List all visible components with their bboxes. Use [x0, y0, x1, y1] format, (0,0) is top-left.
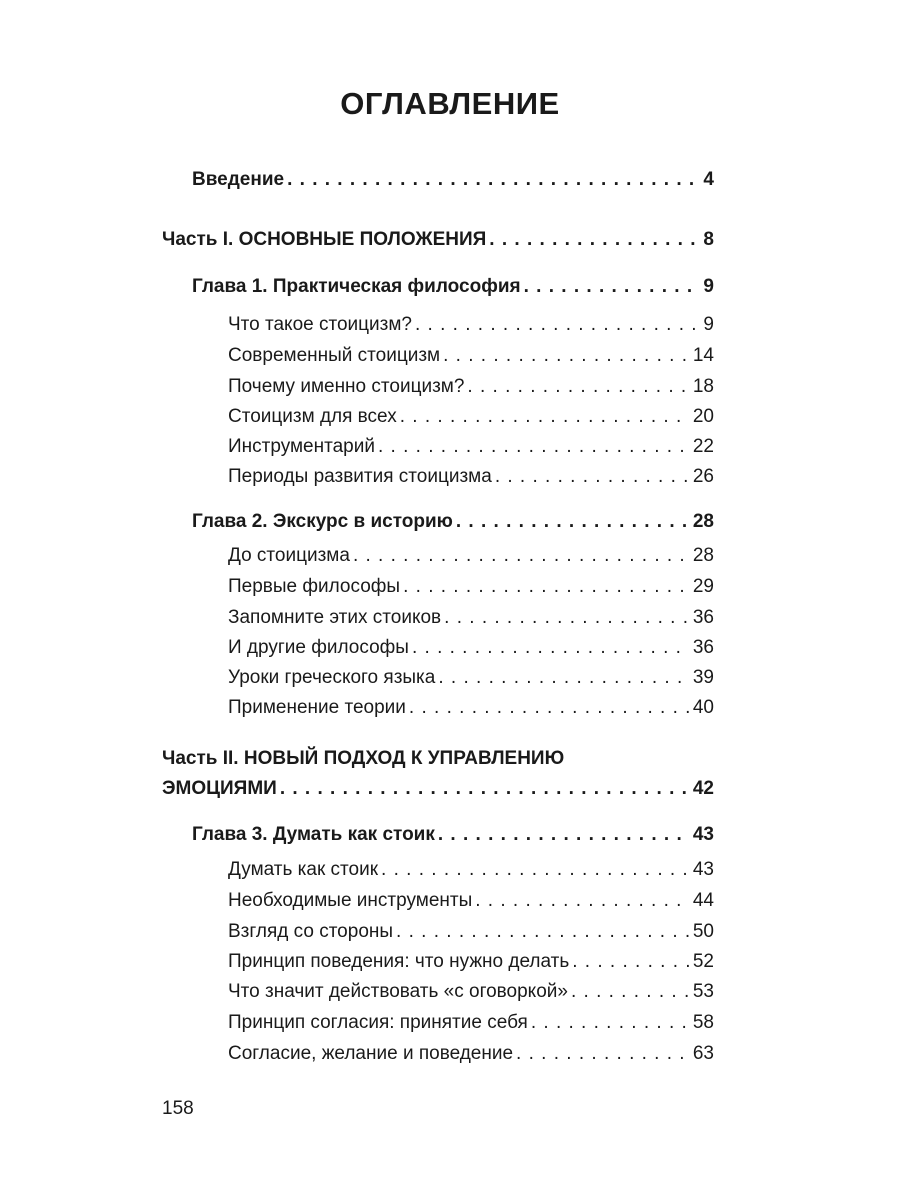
dot-leader [287, 167, 700, 193]
toc-entry-page: 26 [692, 466, 714, 487]
dot-leader [353, 543, 690, 569]
toc-entry-label: Применение теории [228, 697, 406, 718]
toc-entry-chapter-2[interactable] [192, 509, 714, 535]
toc-entry-label: Современный стоицизм [228, 345, 441, 366]
dot-leader [400, 404, 690, 430]
toc-entry-label: Что значит действовать «с оговоркой» [228, 981, 568, 1002]
toc-entry-label: Глава 2. Экскурс в историю [192, 511, 453, 532]
toc-entry-label: Инструментарий [228, 436, 375, 457]
toc-entry-page: 22 [692, 436, 714, 457]
toc-entry-label: Почему именно стоицизм? [228, 376, 465, 397]
toc-entry-section[interactable] [228, 374, 714, 400]
toc-entry-page: 44 [692, 890, 714, 911]
toc-entry-section[interactable] [228, 574, 714, 600]
toc-entry-label: Думать как стоик [228, 859, 379, 880]
toc-entry-section[interactable] [228, 695, 714, 721]
dot-leader [524, 274, 701, 300]
toc-entry-label: Уроки греческого языка [228, 667, 436, 688]
toc-entry-page: 53 [692, 981, 714, 1002]
toc-entry-label: ЭМОЦИЯМИ [162, 778, 277, 799]
toc-entry-section[interactable] [228, 949, 714, 975]
dot-leader [378, 434, 690, 460]
toc-entry-section[interactable] [228, 665, 714, 691]
toc-entry-section[interactable] [228, 404, 714, 430]
toc-entry-page: 9 [703, 314, 714, 335]
toc-entry-section[interactable] [228, 888, 714, 914]
toc-entry-label: Введение [192, 169, 285, 190]
dot-leader [489, 227, 700, 253]
toc-entry-label: Запомните этих стоиков [228, 607, 442, 628]
toc-entry-section[interactable] [228, 343, 714, 369]
toc-entry-page: 52 [692, 951, 714, 972]
toc-entry-page: 20 [692, 406, 714, 427]
toc-entry-section[interactable] [228, 605, 714, 631]
dot-leader [403, 574, 690, 600]
toc-entry-page: 50 [692, 921, 714, 942]
dot-leader [467, 374, 689, 400]
toc-entry-section[interactable] [228, 1041, 714, 1067]
page-title: ОГЛАВЛЕНИЕ [340, 86, 560, 121]
toc-entry-label: До стоицизма [228, 545, 350, 566]
toc-entry-label: Периоды развития стоицизма [228, 466, 492, 487]
toc-entry-page: 36 [692, 637, 714, 658]
toc-entry-label: Взгляд со стороны [228, 921, 394, 942]
dot-leader [381, 857, 690, 883]
dot-leader [396, 919, 690, 945]
dot-leader [443, 343, 690, 369]
toc-entry-part-2[interactable] [162, 776, 714, 802]
dot-leader [438, 822, 690, 848]
toc-entry-page: 28 [692, 511, 714, 532]
toc-entry-section[interactable] [228, 635, 714, 661]
page-number: 158 [162, 1098, 194, 1119]
toc-entry-chapter-3[interactable] [192, 822, 714, 848]
toc-entry-label: Согласие, желание и поведение [228, 1043, 514, 1064]
toc-entry-label: Первые философы [228, 576, 401, 597]
dot-leader [572, 949, 690, 975]
dot-leader [571, 979, 690, 1005]
toc-entry-label: Часть I. ОСНОВНЫЕ ПОЛОЖЕНИЯ [162, 229, 487, 250]
toc-entry-label: Принцип согласия: принятие себя [228, 1012, 528, 1033]
dot-leader [531, 1010, 690, 1036]
dot-leader [516, 1041, 690, 1067]
toc-entry-section[interactable] [228, 857, 714, 883]
dot-leader [495, 464, 690, 490]
toc-entry-section[interactable] [228, 979, 714, 1005]
toc-entry-section[interactable] [228, 1010, 714, 1036]
toc-entry-label: Глава 3. Думать как стоик [192, 824, 435, 845]
toc-entry-label: Необходимые инструменты [228, 890, 473, 911]
toc-entry-label: Принцип поведения: что нужно делать [228, 951, 570, 972]
toc-entry-section[interactable] [228, 919, 714, 945]
toc-entry-page: 4 [703, 169, 714, 190]
dot-leader [280, 776, 690, 802]
toc-entry-page: 28 [692, 545, 714, 566]
dot-leader [415, 312, 700, 338]
toc-entry-label: Стоицизм для всех [228, 406, 397, 427]
toc-entry-page: 36 [692, 607, 714, 628]
toc-entry-page: 63 [692, 1043, 714, 1064]
toc-entry-part-1[interactable] [162, 227, 714, 253]
toc-entry-page: 8 [703, 229, 714, 250]
dot-leader [444, 605, 690, 631]
toc-entry-page: 9 [703, 276, 714, 297]
toc-entry-page: 40 [692, 697, 714, 718]
toc-entry-page: 42 [692, 778, 714, 799]
toc-entry-section[interactable] [228, 543, 714, 569]
toc-entry-label: Что такое стоицизм? [228, 314, 412, 335]
dot-leader [438, 665, 690, 691]
toc-entry-label: И другие философы [228, 637, 409, 658]
toc-entry-page: 29 [692, 576, 714, 597]
toc-entry-label: Глава 1. Практическая философия [192, 276, 521, 297]
toc-entry-page: 43 [692, 859, 714, 880]
toc-entry-page: 18 [692, 376, 714, 397]
toc-entry-page: 43 [692, 824, 714, 845]
dot-leader [475, 888, 690, 914]
toc-entry-introduction[interactable] [192, 167, 714, 193]
toc-entry-page: 39 [692, 667, 714, 688]
dot-leader [412, 635, 690, 661]
toc-entry-part-2-line-1[interactable]: Часть II. НОВЫЙ ПОДХОД К УПРАВЛЕНИЮ [162, 748, 565, 769]
toc-entry-section[interactable] [228, 434, 714, 460]
dot-leader [409, 695, 690, 721]
toc-entry-chapter-1[interactable] [192, 274, 714, 300]
toc-entry-page: 14 [692, 345, 714, 366]
toc-entry-section[interactable] [228, 312, 714, 338]
dot-leader [456, 509, 690, 535]
toc-entry-section[interactable] [228, 464, 714, 490]
toc-entry-page: 58 [692, 1012, 714, 1033]
